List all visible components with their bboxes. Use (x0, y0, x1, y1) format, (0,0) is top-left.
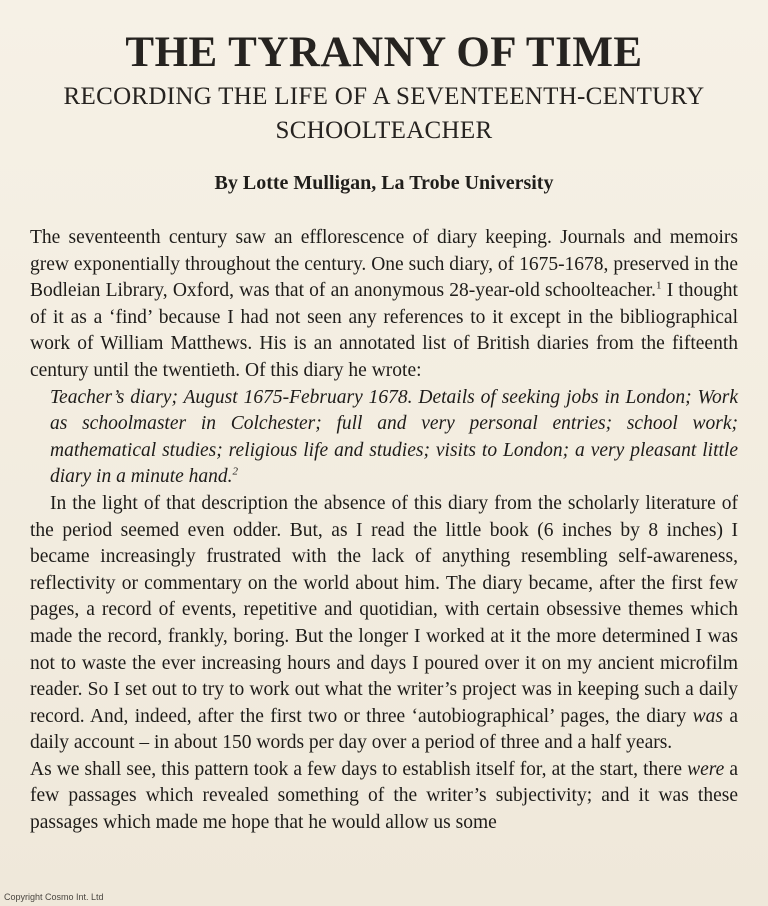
article-byline: By Lotte Mulligan, La Trobe University (214, 172, 554, 194)
paragraph-4-emphasis: were (687, 758, 725, 780)
article-body (30, 225, 738, 837)
copyright-notice: Copyright Cosmo Int. Ltd (4, 892, 104, 902)
article-title: THE TYRANNY OF TIME (125, 29, 643, 76)
paragraph-1-text-b: I thought of it as a ‘find’ because I had not seen any references to it except in the bibliographical work of William Matthews. His is an annotated list of British diaries from the fifteenth century until the twentieth. Of this diary he wrote: (30, 280, 738, 381)
paragraph-3 (30, 491, 738, 757)
footnote-ref-1: 1 (656, 279, 662, 292)
paragraph-4-text-a: As we shall see, this pattern took a few days to establish itself for, at the start, there (30, 758, 688, 780)
paragraph-3-text: In the light of that description the absence of this diary from the scholarly literature of the period seemed even odder. But, as I read the little book (6 inches by 8 inches) I became increasingly frustrated with the lack of anything resembling self-awareness, reflectivity or commentary on the world about him. The diary became, after the first few pages, a record of events, repetitive and quotidian, with certain obsessive themes which made the record, frankly, boring. But the longer I worked at it the more determined I was not to waste the ever increasing hours and days I poured over it on my ancient microfilm reader. So I set out to try to work out what the writer’s project was in keeping such a daily record. And, indeed, after the first two or three ‘autobiographical’ pages, (30, 492, 738, 727)
paragraph-3-emphasis: was (692, 705, 723, 727)
paragraph-3-text-b2: a daily account – in about 150 words per day over a period of three and a half years. (30, 705, 739, 754)
paragraph-1-text-a: The seventeenth century saw an efflorescence of diary keeping. Journals and memoirs grew exponentially throughout the century. One such diary, of 1675-1678, preserved in the Bodleian Library, Oxford, was that of an anonymous 28-year-old schoolteacher. (30, 227, 738, 302)
footnote-ref-2: 2 (232, 465, 239, 478)
paragraph-1 (30, 225, 738, 385)
article-subtitle: RECORDING THE LIFE OF A SEVENTEENTH-CENTURY SCHOOLTEACHER (63, 83, 705, 144)
paragraph-4-text-b: a few passages which revealed something of the writer’s subjectivity; and it was these passages which made me hope that he would allow us some (30, 758, 739, 834)
quote-text: Teacher’s diary; August 1675-February 1678. Details of seeking jobs in London; Work as schoolmaster in Colchester; full and very personal entries; school work; mathematical studies; religious life and studies; visits to London; a very pleasant little diary in a minute hand. (50, 386, 738, 488)
block-quote (30, 385, 738, 491)
paragraph-4 (30, 757, 738, 837)
paragraph-3-text-b1: the diary (609, 705, 693, 727)
